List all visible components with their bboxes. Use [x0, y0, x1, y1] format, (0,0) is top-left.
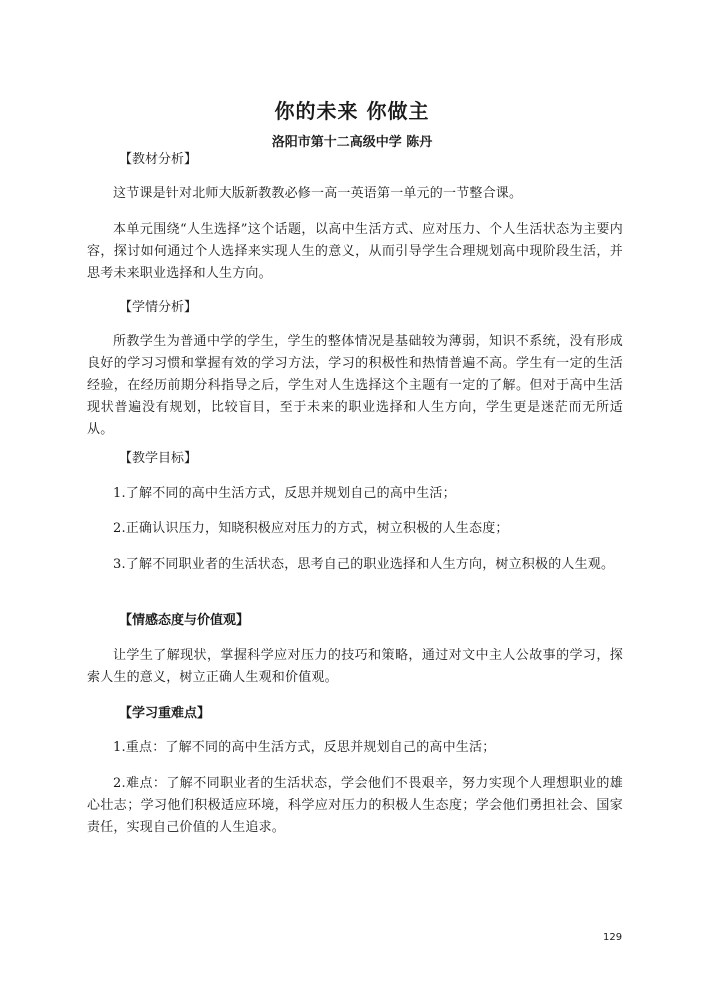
- goal-item-1: [87, 483, 623, 505]
- key-point-item-1: [87, 737, 623, 759]
- goal-item-2: [87, 518, 623, 540]
- list-item: 3.了解不同职业者的生活状态，思考自己的职业选择和人生方向，树立积极的人生观。: [113, 557, 615, 572]
- section-heading-key-points: 【学习重难点】: [119, 706, 211, 721]
- section-heading-material: 【教材分析】: [119, 152, 198, 167]
- list-item: 1.了解不同的高中生活方式，反思并规划自己的高中生活；: [113, 486, 456, 501]
- material-paragraph-2: [87, 219, 623, 285]
- list-item: 1.重点：了解不同的高中生活方式，反思并规划自己的高中生活；: [113, 740, 496, 755]
- goal-item-3: [87, 554, 623, 576]
- material-paragraph-1: [87, 183, 623, 205]
- key-point-item-2: [87, 773, 623, 839]
- page-title: 你的未来 你做主: [274, 99, 430, 123]
- section-heading-values: 【情感态度与价值观】: [119, 613, 250, 628]
- student-paragraph-1: [87, 331, 623, 441]
- page-number: 129: [603, 932, 623, 943]
- paragraph-text: 所教学生为普通中学的学生，学生的整体情况是基础较为薄弱，知识不系统，没有形成良好的学习习惯和掌握有效的学习方法，学习的积极性和热情普遍不高。学生有一定的生活经验，在经历前期分科指导之后，学生对人生选择这个主题有一定的了解。但对于高中生活现状普遍没有规划，比较盲目，至于未来的职业选择和人生方向，学生更是迷茫而无所适从。: [87, 334, 623, 437]
- list-item: 2.难点：了解不同职业者的生活状态，学会他们不畏艰辛，努力实现个人理想职业的雄心壮志；学习他们积极适应环境，科学应对压力的积极人生态度；学会他们勇担社会、国家责任，实现自己价值的人生追求。: [87, 776, 623, 835]
- paragraph-text: 本单元围绕“人生选择”这个话题，以高中生活方式、应对压力、个人生活状态为主要内容，探讨如何通过个人选择来实现人生的意义，从而引导学生合理规划高中现阶段生活，并思考未来职业选择和人生方向。: [87, 222, 623, 281]
- section-heading-goals: 【教学目标】: [119, 451, 198, 466]
- list-item: 2.正确认识压力，知晓积极应对压力的方式，树立积极的人生态度；: [113, 521, 509, 536]
- values-paragraph-1: [87, 645, 623, 689]
- paragraph-text: 让学生了解现状，掌握科学应对压力的技巧和策略，通过对文中主人公故事的学习，探索人生的意义，树立正确人生观和价值观。: [87, 648, 623, 685]
- author-line: 洛阳市第十二高级中学 陈丹: [271, 135, 433, 150]
- paragraph-text: 这节课是针对北师大版新教教必修一高一英语第一单元的一节整合课。: [113, 186, 523, 201]
- section-heading-students: 【学情分析】: [119, 300, 198, 315]
